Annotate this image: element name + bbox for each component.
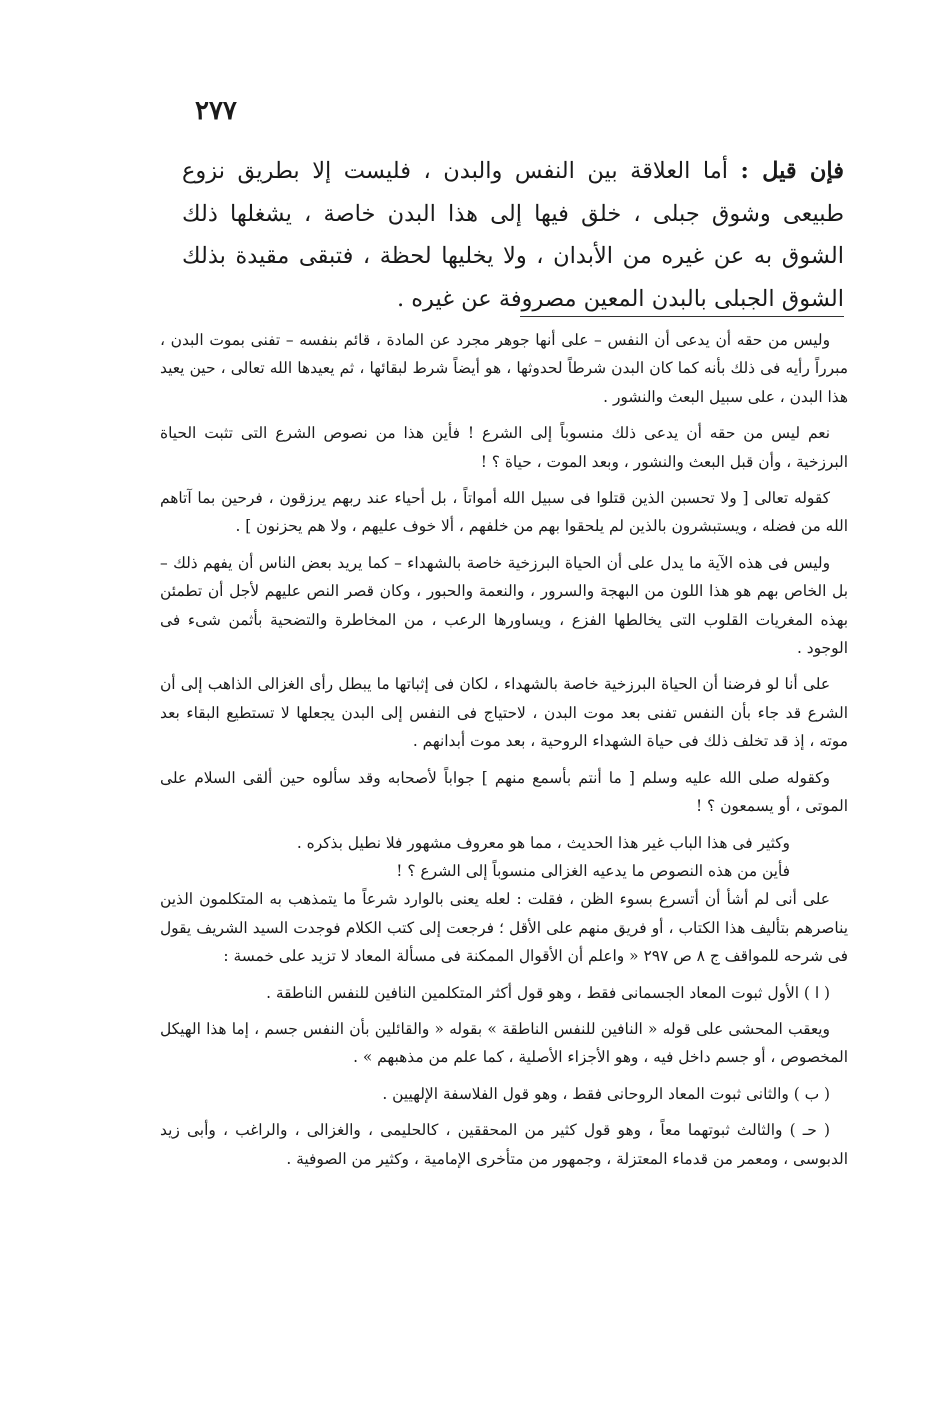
main-lead: فإن قيل :: [740, 158, 844, 184]
footnote-divider: [520, 316, 844, 317]
footnote-paragraph: على أنا لو فرضنا أن الحياة البرزخية خاصة بالشهداء ، لكان فى إثباتها ما يبطل رأى الغزالى الذاهب إلى أن الشرع قد جاء بأن النفس تفنى بعد موت البدن ، لاحتياج فى النفس إلى البدن يجعلها لا تستطيع البقاء بعد موته ، إذ قد تخلف ذلك فى حياة الشهداء الروحية ، بعد موت أبدانهم .: [160, 675, 848, 751]
footnote-paragraph: ( حـ ) والثالث ثبوتهما معاً ، وهو قول كثير من المحققين ، كالحليمى ، والغزالى ، والراغب ، وأبى زيد الدبوسى ، ومعمر من قدماء المعتزلة ، وجمهور من متأخرى الإمامية ، وكثير من الصوفية .: [160, 1121, 848, 1168]
footnote-paragraph: وليس من حقه أن يدعى أن النفس – على أنها جوهر مجرد عن المادة ، قائم بنفسه – تفنى بموت البدن ، مبرراً رأيه فى ذلك بأنه كما كان البدن شرطاً لحدوثها ، هو أيضاً شرط لبقائها ، ثم يعيدها الله تعالى ، حين يعيد هذا البدن ، على سبيل البعث والنشور .: [160, 331, 848, 406]
footnote-paragraph: على أنى لم أشأ أن أتسرع بسوء الظن ، فقلت : لعله يعنى بالوارد شرعاً ما يتمذهب به المتكلمون الذين يناصرهم بتأليف هذا الكتاب ، أو فريق منهم على الأقل ؛ فرجعت إلى كتب الكلام فوجدت السيد الشريف يقول فى شرحه للمواقف ج ٨ ص ٢٩٧ « واعلم أن الأقوال الممكنة فى مسألة المعاد لا تزيد على خمسة :: [160, 890, 848, 966]
footnote-paragraph: وكقوله صلى الله عليه وسلم [ ما أنتم بأسمع منهم ] جواباً لأصحابه وقد سألوه حين ألقى السلام على الموتى ، أو يسمعون ؟ !: [160, 768, 848, 816]
main-body: أما العلاقة بين النفس والبدن ، فليست إلا بطريق نزوع طبيعى وشوق جبلى ، خلق فيها إلى هذا البدن خاصة ، يشغلها ذلك الشوق به عن غيره من الأبدان ، ولا يخليها لحظة ، فتبقى مقيدة بذلك الشوق الجبلى بالبدن المعين مصروفة عن غيره .: [182, 158, 844, 312]
footnote-paragraph: كقوله تعالى [ ولا تحسبن الذين قتلوا فى سبيل الله أمواتاً ، بل أحياء عند ربهم يرزقون ، فرحين بما آتاهم الله من فضله ، ويستبشرون بالذين لم يلحقوا بهم من خلفهم ، ألا خوف عليهم ، ولا هم يحزنون ] .: [160, 489, 848, 536]
page-number: ٢٧٧: [195, 96, 237, 126]
footnote-paragraph: ( ب ) والثانى ثبوت المعاد الروحانى فقط ، وهو قول الفلاسفة الإلهيين .: [382, 1084, 830, 1103]
footnotes: [160, 326, 848, 1173]
footnote-paragraph: ( ا ) الأول ثبوت المعاد الجسمانى فقط ، وهو قول أكثر المتكلمين النافين للنفس الناطقة .: [266, 983, 830, 1002]
footnote-paragraph: نعم ليس من حقه أن يدعى ذلك منسوباً إلى الشرع ! فأين هذا من نصوص الشرع التى تثبت الحياة البرزخية ، وأن قبل البعث والنشور ، وبعد الموت ، حياة ؟ !: [160, 424, 848, 471]
footnote-paragraph: فأين من هذه النصوص ما يدعيه الغزالى منسوباً إلى الشرع ؟ !: [396, 861, 790, 880]
main-paragraph: [182, 150, 844, 320]
footnote-paragraph: وكثير فى هذا الباب غير هذا الحديث ، مما هو معروف مشهور فلا نطيل بذكره .: [296, 833, 790, 852]
footnote-paragraph: وليس فى هذه الآية ما يدل على أن الحياة البرزخية خاصة بالشهداء – كما يريد بعض الناس أن يفهم ذلك – بل الخاص بهم هو هذا اللون من البهجة والسرور ، والنعمة والحبور ، وكان قصر النص عليهم لأجل أن تطمئن بهذه المغريات القلوب التى يخالطها الفزع ، ويساورها الرعب ، من المخاطرة والتضحية بأثمن شىء فى الوجود .: [160, 553, 848, 658]
footnote-paragraph: ويعقب المحشى على قوله « النافين للنفس الناطقة » بقوله « والقائلين بأن النفس جسم ، إما هذا الهيكل المخصوص ، أو جسم داخل فيه ، وهو الأجزاء الأصلية ، كما علم من مذهبهم » .: [160, 1019, 848, 1067]
